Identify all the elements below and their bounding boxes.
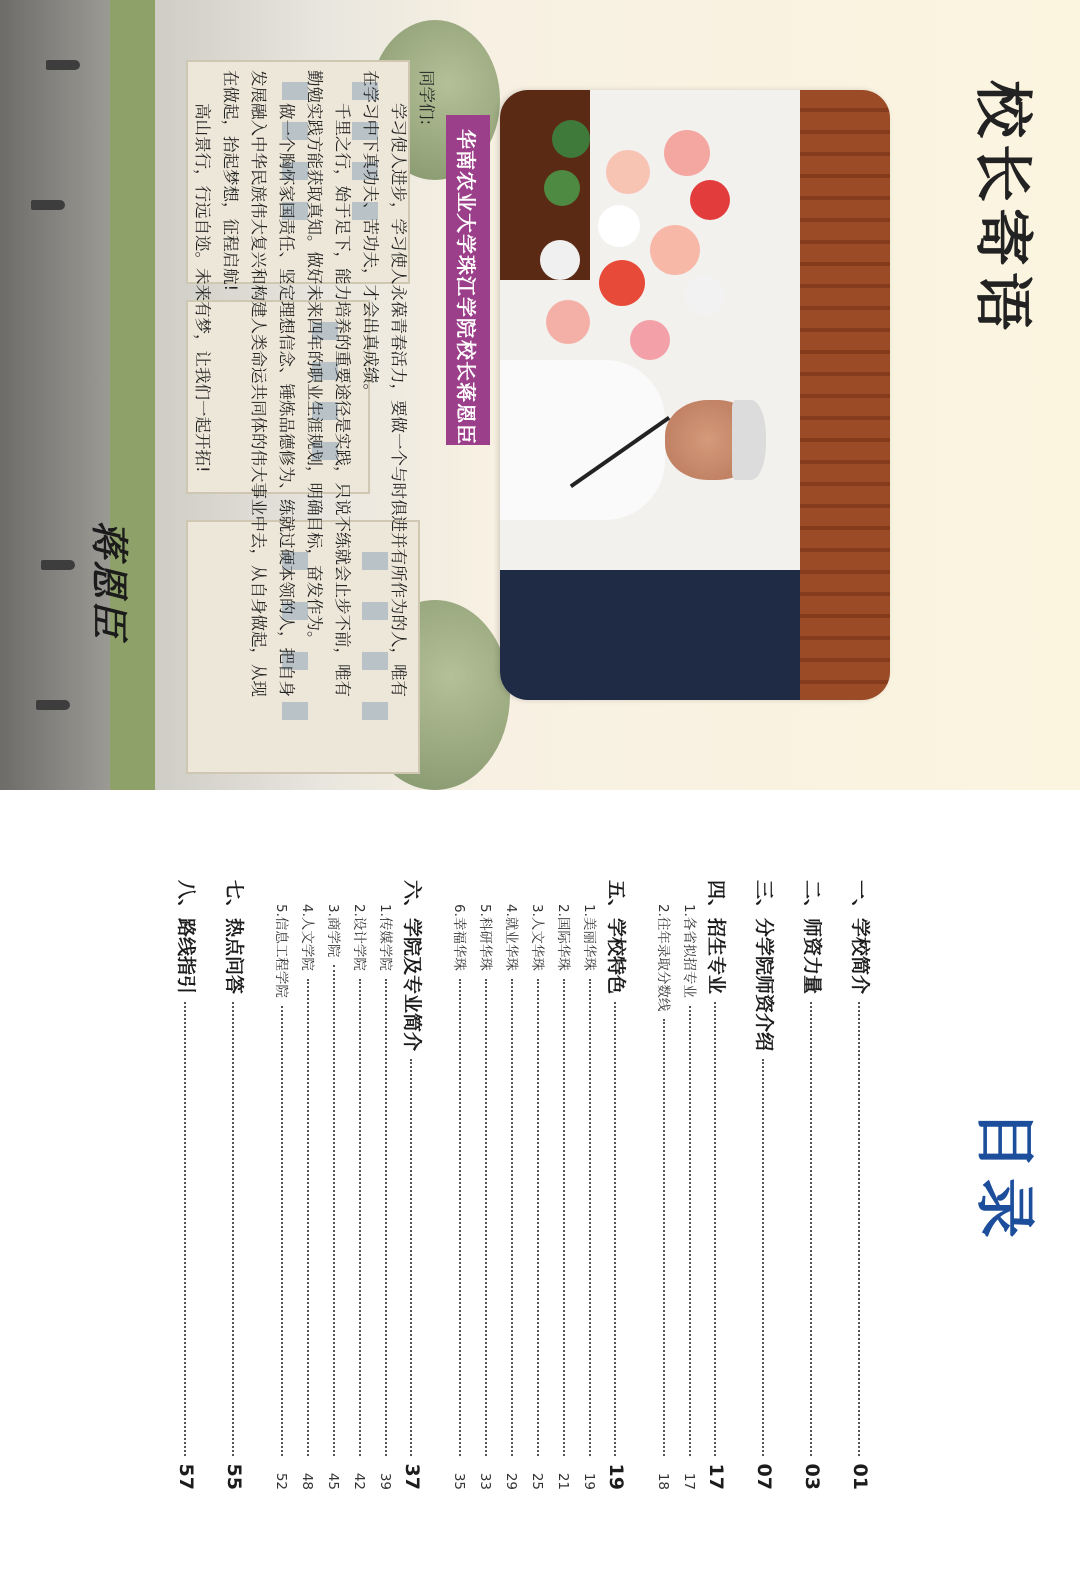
toc-section-entry[interactable] (845, 880, 875, 1490)
toc-dot-leader (537, 979, 539, 1456)
toc-dot-leader (663, 1019, 665, 1456)
letter-paragraph: 做一个胸怀家国责任、坚定理想信念、锤炼品德修为、练就过硬本领的人，把自身发展融入中华民族伟大复兴和构建人类命运共同体的伟大事业中去，从自身做起，从现在做起，抬起梦想，征程启航! (221, 70, 296, 697)
toc-subsection-entry[interactable] (675, 880, 701, 1490)
letter-greeting: 同学们: (417, 70, 436, 126)
toc-subsection-entry[interactable] (445, 880, 471, 1490)
toc-page-number: 21 (555, 1472, 571, 1490)
principal-photo (500, 90, 890, 700)
toc-page-number: 07 (753, 1463, 775, 1490)
toc-section-entry[interactable] (397, 880, 427, 1490)
toc-entry-label: 七、热点问答 (223, 880, 245, 995)
toc-dot-leader (614, 1002, 616, 1456)
toc-section-entry[interactable] (171, 880, 201, 1490)
toc-subsection-entry[interactable] (345, 880, 371, 1490)
toc-section-entry[interactable] (797, 880, 827, 1490)
toc-dot-leader (689, 1006, 691, 1456)
toc-section-entry[interactable] (749, 880, 779, 1490)
toc-dot-leader (762, 1059, 764, 1456)
toc-page-number: 45 (325, 1472, 341, 1490)
toc-page-number: 33 (477, 1472, 493, 1490)
toc-subsection-entry[interactable] (319, 880, 345, 1490)
toc-subsection-entry[interactable] (575, 880, 601, 1490)
message-title: 校长寄语 (969, 80, 1037, 337)
toc-page-number: 57 (175, 1463, 197, 1490)
toc-entry-label: 1.传媒学院 (377, 904, 393, 971)
toc-page-number: 03 (801, 1463, 823, 1490)
toc-section-entry[interactable] (601, 880, 631, 1490)
toc-dot-leader (810, 1002, 812, 1456)
toc-dot-leader (459, 979, 461, 1456)
toc-entry-label: 二、师资力量 (801, 880, 823, 995)
toc-page-number: 55 (223, 1463, 245, 1490)
toc-dot-leader (511, 979, 513, 1456)
toc-page-number: 19 (581, 1472, 597, 1490)
toc-subsection-entry[interactable] (649, 880, 675, 1490)
toc-entry-label: 2.设计学院 (351, 904, 367, 971)
toc-entry-label: 四、招生专业 (705, 880, 727, 995)
toc-subsection-entry[interactable] (523, 880, 549, 1490)
toc-page-number: 39 (377, 1472, 393, 1490)
toc-page-number: 17 (705, 1463, 727, 1490)
banner-principal-title: 校长蒋恩臣 (454, 340, 479, 445)
toc-page-number: 48 (299, 1472, 315, 1490)
toc-subsection-entry[interactable] (549, 880, 575, 1490)
toc-dot-leader (410, 1059, 412, 1456)
toc-entry-label: 八、路线指引 (175, 880, 197, 995)
toc-dot-leader (714, 1002, 716, 1456)
toc-section-entry[interactable] (219, 880, 249, 1490)
toc-page-number: 01 (849, 1463, 871, 1490)
toc-dot-leader (563, 979, 565, 1456)
toc-subsection-entry[interactable] (371, 880, 397, 1490)
toc-dot-leader (184, 1002, 186, 1456)
toc-entry-label: 2.往年录取分数线 (655, 904, 671, 1012)
toc-dot-leader (333, 965, 335, 1456)
toc-subsection-entry[interactable] (497, 880, 523, 1490)
toc-entry-label: 5.信息工程学院 (273, 904, 289, 998)
toc-entry-label: 五、学校特色 (605, 880, 627, 995)
toc-entry-label: 4.人文学院 (299, 904, 315, 971)
toc-page-number: 19 (605, 1463, 627, 1490)
toc-entry-label: 6.幸福华珠 (451, 904, 467, 971)
toc-list (171, 880, 875, 1490)
toc-entry-label: 1.各省拟招专业 (681, 904, 697, 998)
message-letter (188, 70, 440, 710)
toc-dot-leader (589, 979, 591, 1456)
toc-entry-label: 5.科研华珠 (477, 904, 493, 971)
table-of-contents-page (0, 790, 1080, 1580)
toc-entry-label: 3.人文华珠 (529, 904, 545, 971)
toc-dot-leader (307, 979, 309, 1456)
toc-entry-label: 3.商学院 (325, 904, 341, 958)
toc-section-entry[interactable] (701, 880, 731, 1490)
principal-signature: 蒋恩臣 (87, 520, 132, 641)
toc-page-number: 52 (273, 1472, 289, 1490)
toc-entry-label: 2.国际华珠 (555, 904, 571, 971)
toc-entry-label: 六、学院及专业简介 (401, 880, 423, 1052)
letter-paragraph: 千里之行，始于足下，能力培养的重要途径是实践，只说不练就会止步不前，唯有勤勉实践方能获取真知。做好未来四年的职业生涯规划，明确目标，奋发作为。 (305, 70, 352, 697)
toc-entry-label: 一、学校简介 (849, 880, 871, 995)
toc-subsection-entry[interactable] (267, 880, 293, 1490)
toc-subsection-entry[interactable] (471, 880, 497, 1490)
toc-page-number: 17 (681, 1472, 697, 1490)
toc-page-number: 25 (529, 1472, 545, 1490)
toc-dot-leader (359, 979, 361, 1456)
toc-page-number: 35 (451, 1472, 467, 1490)
toc-title: 目录 (969, 1110, 1039, 1246)
toc-subsection-entry[interactable] (293, 880, 319, 1490)
letter-paragraph: 高山景行，行远自迩。未来有梦，让我们一起开拓! (193, 103, 212, 473)
toc-dot-leader (385, 979, 387, 1456)
toc-dot-leader (485, 979, 487, 1456)
principal-name-banner (446, 115, 490, 445)
toc-page-number: 18 (655, 1472, 671, 1490)
toc-dot-leader (858, 1002, 860, 1456)
toc-entry-label: 三、分学院师资介绍 (753, 880, 775, 1052)
toc-page-number: 29 (503, 1472, 519, 1490)
toc-entry-label: 1.美丽华珠 (581, 904, 597, 971)
banner-school-name: 华南农业大学珠江学院 (454, 129, 479, 339)
toc-dot-leader (232, 1002, 234, 1456)
toc-page-number: 42 (351, 1472, 367, 1490)
toc-dot-leader (281, 1006, 283, 1456)
toc-entry-label: 4.就业华珠 (503, 904, 519, 971)
letter-paragraph: 学习使人进步，学习使人永葆青春活力，要做一个与时俱进并有所作为的人，唯有在学习中下真功夫、苦功夫，才会出真成绩。 (361, 70, 408, 697)
toc-page-number: 37 (401, 1463, 423, 1490)
